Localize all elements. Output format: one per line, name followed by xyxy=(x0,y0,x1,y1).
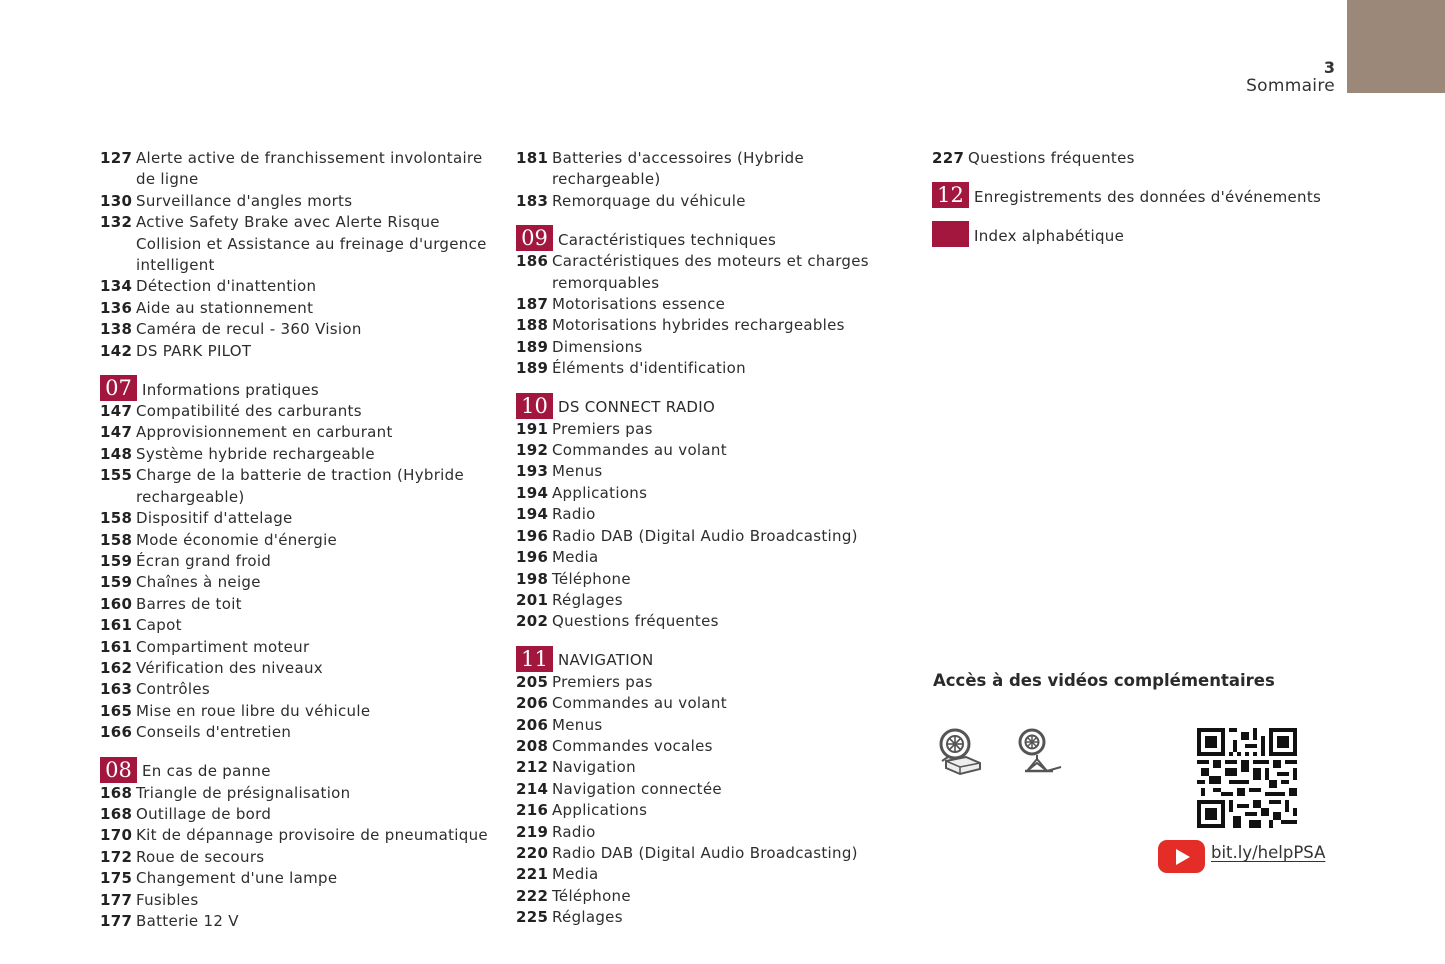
toc-entry[interactable] xyxy=(100,783,500,804)
toc-entry[interactable] xyxy=(100,658,500,679)
toc-entry[interactable] xyxy=(100,615,500,636)
toc-entry[interactable] xyxy=(516,569,916,590)
toc-page-number: 161 xyxy=(100,616,133,635)
toc-page-number: 222 xyxy=(516,886,549,905)
toc-entry-title: Media xyxy=(552,865,599,884)
toc-entry[interactable] xyxy=(100,868,500,889)
toc-entry[interactable] xyxy=(516,483,916,504)
section-title: Informations pratiques xyxy=(142,380,320,399)
chapter-number-badge: 08 xyxy=(100,757,137,783)
chapter-number-badge: 12 xyxy=(932,182,969,208)
toc-entry[interactable] xyxy=(516,358,916,379)
toc-page-number: 138 xyxy=(100,320,133,339)
toc-entry-title: Kit de dépannage provisoire de pneumatique xyxy=(136,826,488,845)
toc-page-number: 175 xyxy=(100,869,133,888)
toc-page-number: 188 xyxy=(516,316,549,335)
page-title: Sommaire xyxy=(1246,76,1335,96)
toc-entry[interactable] xyxy=(516,461,916,482)
toc-page-number: 177 xyxy=(100,890,133,909)
toc-page-number: 166 xyxy=(100,723,133,742)
section-heading-en-cas-de-panne[interactable] xyxy=(100,757,500,783)
toc-page-number: 214 xyxy=(516,779,549,798)
toc-entry[interactable] xyxy=(516,843,916,864)
toc-entry[interactable] xyxy=(100,551,500,572)
help-video-link[interactable]: bit.ly/helpPSA xyxy=(1211,843,1326,862)
toc-entry-title: Réglages xyxy=(552,908,623,927)
toc-entry-title: Menus xyxy=(552,715,603,734)
toc-page-number: 168 xyxy=(100,804,133,823)
toc-entry-title: DS PARK PILOT xyxy=(136,341,252,360)
toc-entry-title: Réglages xyxy=(552,590,623,609)
toc-entry[interactable] xyxy=(516,800,916,821)
toc-entry[interactable] xyxy=(100,341,500,362)
toc-entry-title: Active Safety Brake avec Alerte Risque Collision et Assistance au freinage d'urgence intelligent xyxy=(136,213,487,275)
toc-page-number: 127 xyxy=(100,149,133,167)
toc-entry[interactable] xyxy=(100,508,500,529)
toc-entry[interactable] xyxy=(100,148,500,191)
toc-entry-title: Contrôles xyxy=(136,680,210,699)
toc-page-number: 130 xyxy=(100,191,133,210)
toc-entry[interactable] xyxy=(516,251,916,294)
section-title: En cas de panne xyxy=(142,762,271,781)
toc-entry-title: Radio xyxy=(552,822,596,841)
toc-entry-title: Batteries d'accessoires (Hybride rechargeable) xyxy=(552,149,805,189)
toc-entry-title: Mise en roue libre du véhicule xyxy=(136,701,371,720)
toc-entry[interactable] xyxy=(516,864,916,885)
toc-page-number: 183 xyxy=(516,191,549,210)
toc-entry-title: Téléphone xyxy=(552,569,631,588)
toc-entry-title: Radio xyxy=(552,505,596,524)
toc-entry[interactable] xyxy=(516,148,916,191)
toc-entry-title: Vérification des niveaux xyxy=(136,658,323,677)
toc-entry-title: Premiers pas xyxy=(552,419,653,438)
toc-page-number: 134 xyxy=(100,277,133,296)
toc-page-number: 225 xyxy=(516,908,549,927)
toc-entry[interactable] xyxy=(100,637,500,658)
toc-entry[interactable] xyxy=(516,590,916,611)
toc-entry-title: Éléments d'identification xyxy=(552,359,746,378)
toc-entry-title: Dimensions xyxy=(552,337,643,356)
toc-page-number: 163 xyxy=(100,680,133,699)
toc-entry[interactable] xyxy=(100,319,500,340)
toc-entry-title: Surveillance d'angles morts xyxy=(136,191,353,210)
toc-entry-title: Menus xyxy=(552,462,603,481)
toc-page-number: 192 xyxy=(516,441,549,460)
toc-page-number: 147 xyxy=(100,402,133,421)
toc-entry[interactable] xyxy=(100,701,500,722)
toc-entry[interactable] xyxy=(100,890,500,911)
toc-page-number: 189 xyxy=(516,337,549,356)
toc-entry[interactable] xyxy=(516,757,916,778)
chapter-number-badge: 11 xyxy=(516,646,553,672)
toc-entry[interactable] xyxy=(516,672,916,693)
toc-page-number: 159 xyxy=(100,551,133,570)
section-title: DS CONNECT RADIO xyxy=(558,398,716,417)
toc-entry-title: Radio DAB (Digital Audio Broadcasting) xyxy=(552,843,858,862)
toc-entry[interactable] xyxy=(100,722,500,743)
toc-page-number: 165 xyxy=(100,701,133,720)
toc-entry[interactable] xyxy=(516,611,916,632)
toc-page-number: 191 xyxy=(516,419,549,438)
toc-entry[interactable] xyxy=(100,572,500,593)
toc-page-number: 172 xyxy=(100,847,133,866)
toc-entry[interactable] xyxy=(516,779,916,800)
toc-entry[interactable] xyxy=(516,337,916,358)
page-number: 3 xyxy=(1323,58,1335,77)
chapter-number-badge: 10 xyxy=(516,393,553,419)
toc-page-number: 160 xyxy=(100,594,133,613)
toc-page-number: 205 xyxy=(516,672,549,691)
toc-entry-title: Triangle de présignalisation xyxy=(136,783,351,802)
toc-entry-title: Commandes au volant xyxy=(552,694,727,713)
toc-entry[interactable] xyxy=(516,907,916,928)
chapter-number-badge xyxy=(932,221,969,247)
toc-page-number: 181 xyxy=(516,149,549,167)
toc-page-number: 170 xyxy=(100,826,133,845)
toc-page-number: 208 xyxy=(516,736,549,755)
toc-entry[interactable] xyxy=(100,401,500,422)
toc-entry[interactable] xyxy=(516,315,916,336)
toc-page-number: 206 xyxy=(516,694,549,713)
toc-column-3 xyxy=(932,148,1352,247)
toc-page-number: 216 xyxy=(516,801,549,820)
toc-page-number: 194 xyxy=(516,505,549,524)
chapter-tab xyxy=(1347,0,1445,93)
toc-entry-title: Commandes au volant xyxy=(552,441,727,460)
toc-entry-title: Radio DAB (Digital Audio Broadcasting) xyxy=(552,526,858,545)
section-heading-informations-pratiques[interactable] xyxy=(100,375,500,401)
toc-entry-title: Charge de la batterie de traction (Hybride rechargeable) xyxy=(136,466,464,506)
toc-page-number: 196 xyxy=(516,548,549,567)
section-title: Enregistrements des données d'événements xyxy=(974,188,1322,206)
section-heading-ds-connect-radio[interactable] xyxy=(516,393,916,419)
toc-page-number: 161 xyxy=(100,637,133,656)
chapter-number-badge: 09 xyxy=(516,225,553,251)
toc-entry[interactable] xyxy=(100,594,500,615)
toc-entry-title: Système hybride rechargeable xyxy=(136,444,375,463)
toc-entry-title: Applications xyxy=(552,483,648,502)
toc-entry-title: Dispositif d'attelage xyxy=(136,509,293,528)
toc-entry[interactable] xyxy=(100,276,500,297)
toc-entry-title: Roue de secours xyxy=(136,847,265,866)
toc-entry-title: Caractéristiques des moteurs et charges remorquables xyxy=(552,252,869,292)
toc-entry[interactable] xyxy=(516,736,916,757)
toc-page-number: 196 xyxy=(516,526,549,545)
toc-page-number: 158 xyxy=(100,530,133,549)
toc-page-number: 198 xyxy=(516,569,549,588)
toc-page-number: 148 xyxy=(100,444,133,463)
toc-entry[interactable] xyxy=(100,298,500,319)
toc-entry[interactable] xyxy=(100,465,500,508)
toc-entry[interactable] xyxy=(516,547,916,568)
toc-page-number: 147 xyxy=(100,423,133,442)
toc-entry-title: Détection d'inattention xyxy=(136,277,317,296)
toc-entry-title: Premiers pas xyxy=(552,672,653,691)
toc-entry-title: Batterie 12 V xyxy=(136,912,239,930)
toc-page-number: 187 xyxy=(516,295,549,314)
section-title: Caractéristiques techniques xyxy=(558,230,777,249)
toc-entry-title: Capot xyxy=(136,616,182,635)
toc-page-number: 206 xyxy=(516,715,549,734)
toc-entry[interactable] xyxy=(100,804,500,825)
toc-entry-title: Aide au stationnement xyxy=(136,298,314,317)
toc-page-number: 158 xyxy=(100,509,133,528)
toc-page-number: 186 xyxy=(516,252,549,271)
toc-entry-title: Conseils d'entretien xyxy=(136,723,292,742)
toc-entry-title: Approvisionnement en carburant xyxy=(136,423,393,442)
toc-page-number: 159 xyxy=(100,573,133,592)
toc-page-number: 202 xyxy=(516,612,549,631)
toc-entry[interactable] xyxy=(100,422,500,443)
toc-entry[interactable] xyxy=(100,212,500,276)
toc-page-number: 189 xyxy=(516,359,549,378)
toc-entry[interactable] xyxy=(100,911,500,932)
toc-entry-title: Fusibles xyxy=(136,890,199,909)
toc-page-number: 136 xyxy=(100,298,133,317)
toc-page-number: 168 xyxy=(100,783,133,802)
section-heading-navigation[interactable] xyxy=(516,646,916,672)
toc-entry-title: Changement d'une lampe xyxy=(136,869,338,888)
toc-column-1 xyxy=(100,148,500,932)
toc-entry-title: Navigation xyxy=(552,758,636,777)
toc-entry[interactable] xyxy=(516,504,916,525)
toc-entry-title: Questions fréquentes xyxy=(552,612,719,631)
section-title: Index alphabétique xyxy=(974,227,1125,245)
toc-entry-title: Chaînes à neige xyxy=(136,573,261,592)
chapter-number-badge: 07 xyxy=(100,375,137,401)
toc-entry[interactable] xyxy=(516,294,916,315)
toc-entry[interactable] xyxy=(100,191,500,212)
toc-entry-title: Motorisations essence xyxy=(552,295,726,314)
toc-entry-title: Motorisations hybrides rechargeables xyxy=(552,316,845,335)
toc-entry[interactable] xyxy=(516,693,916,714)
wheel-jack-icon[interactable] xyxy=(1013,727,1065,777)
toc-entry[interactable] xyxy=(100,444,500,465)
toc-entry-title: Alerte active de franchissement involontaire de ligne xyxy=(136,149,483,189)
toc-entry-title: Compatibilité des carburants xyxy=(136,402,362,421)
section-heading-index-alphabetique[interactable] xyxy=(932,221,1352,247)
videos-title: Accès à des vidéos complémentaires xyxy=(933,671,1275,690)
toc-entry-title: Questions fréquentes xyxy=(968,149,1135,167)
toc-entry-title: Caméra de recul - 360 Vision xyxy=(136,320,362,339)
toc-entry[interactable] xyxy=(100,679,500,700)
section-heading-enregistrements-des-donnees-d-evenements[interactable] xyxy=(932,182,1352,208)
toc-entry[interactable] xyxy=(100,530,500,551)
toc-entry[interactable] xyxy=(100,825,500,846)
toc-entry-title: Applications xyxy=(552,801,648,820)
toc-page-number: 194 xyxy=(516,483,549,502)
toc-page-number: 221 xyxy=(516,865,549,884)
toc-entry-title: Media xyxy=(552,548,599,567)
toc-entry-title: Mode économie d'énergie xyxy=(136,530,338,549)
toc-entry-title: Navigation connectée xyxy=(552,779,722,798)
toc-page-number: 227 xyxy=(932,149,965,167)
toc-page-number: 162 xyxy=(100,658,133,677)
toc-entry[interactable] xyxy=(516,191,916,212)
toc-entry[interactable] xyxy=(516,526,916,547)
section-title: NAVIGATION xyxy=(558,651,654,670)
toc-page-number: 155 xyxy=(100,466,133,485)
toc-page-number: 220 xyxy=(516,843,549,862)
tyre-repair-kit-icon[interactable] xyxy=(936,727,984,777)
toc-entry-title: Remorquage du véhicule xyxy=(552,191,746,210)
toc-page-number: 219 xyxy=(516,822,549,841)
toc-page-number: 193 xyxy=(516,462,549,481)
toc-entry[interactable] xyxy=(932,148,1352,169)
toc-page-number: 201 xyxy=(516,590,549,609)
toc-column-2 xyxy=(516,148,916,929)
youtube-play-icon[interactable] xyxy=(1158,840,1205,873)
section-heading-caracteristiques-techniques[interactable] xyxy=(516,225,916,251)
toc-entry[interactable] xyxy=(516,715,916,736)
toc-entry-title: Outillage de bord xyxy=(136,804,272,823)
toc-entry[interactable] xyxy=(516,440,916,461)
toc-entry-title: Téléphone xyxy=(552,886,631,905)
toc-page-number: 142 xyxy=(100,341,133,360)
toc-entry[interactable] xyxy=(516,822,916,843)
toc-entry-title: Écran grand froid xyxy=(136,551,272,570)
toc-entry-title: Barres de toit xyxy=(136,594,242,613)
toc-entry[interactable] xyxy=(100,847,500,868)
toc-entry[interactable] xyxy=(516,886,916,907)
toc-entry-title: Compartiment moteur xyxy=(136,637,310,656)
toc-entry-title: Commandes vocales xyxy=(552,736,713,755)
toc-page-number: 212 xyxy=(516,758,549,777)
qr-code xyxy=(1197,728,1297,828)
toc-page-number: 177 xyxy=(100,912,133,930)
toc-page-number: 132 xyxy=(100,213,133,232)
toc-entry[interactable] xyxy=(516,419,916,440)
